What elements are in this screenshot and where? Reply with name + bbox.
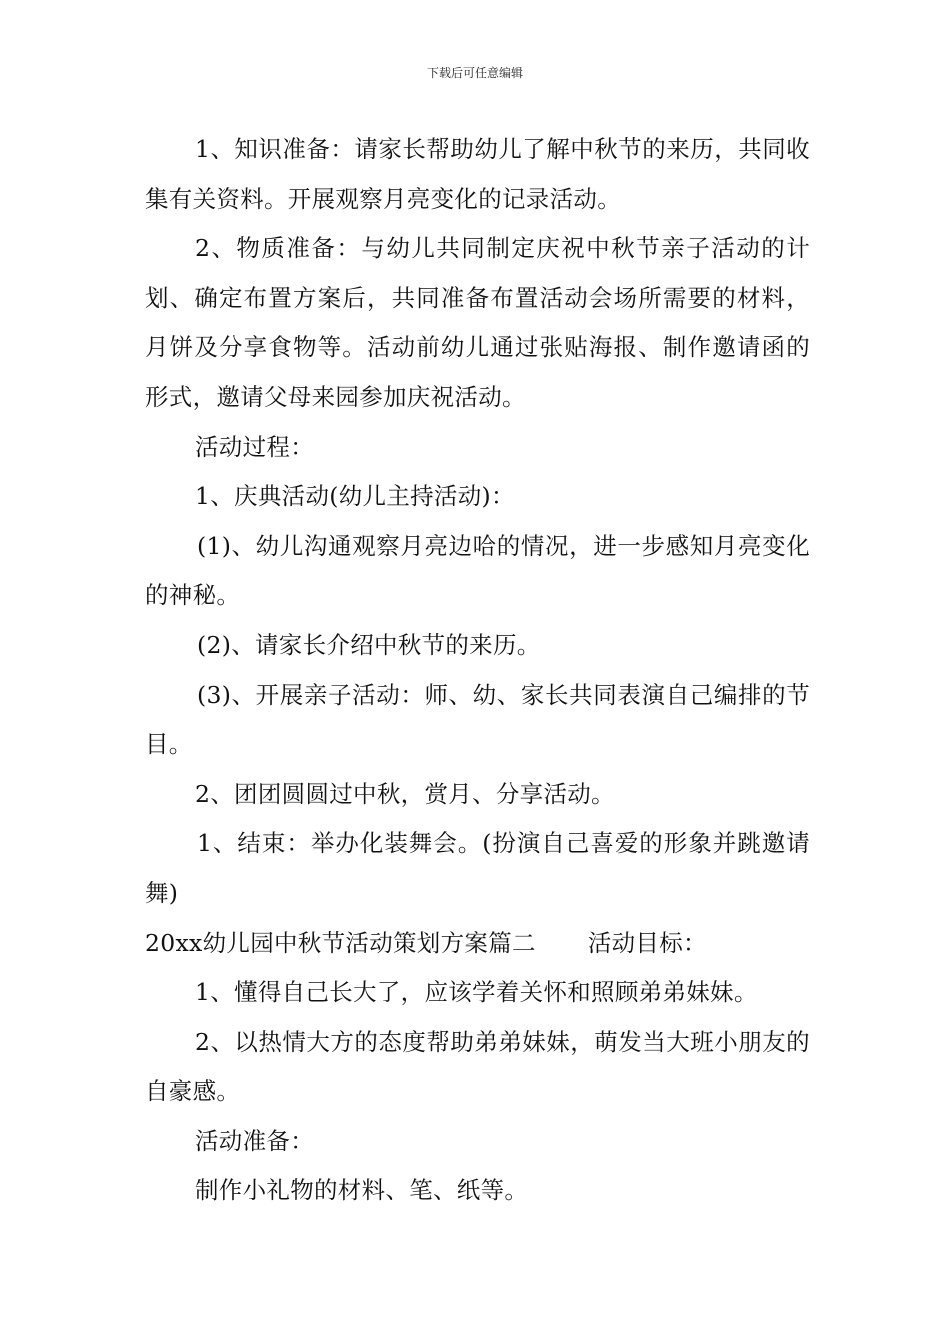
paragraph-moon-sharing: 2、团团圆圆过中秋，赏月、分享活动。	[195, 779, 615, 808]
paragraph-materials: 制作小礼物的材料、笔、纸等。	[195, 1176, 529, 1205]
paragraph-step-1: (1)、幼儿沟通观察月亮边哈的情况，进一步感知月亮变化的神秘。	[145, 531, 810, 610]
paragraph-knowledge-prep: 1、知识准备：请家长帮助幼儿了解中秋节的来历，共同收集有关资料。开展观察月亮变化的记录活动。	[145, 135, 810, 213]
paragraph-step-2: (2)、请家长介绍中秋节的来历。	[197, 630, 541, 659]
section-title: 20xx幼儿园中秋节活动策划方案篇二	[145, 928, 536, 957]
paragraph-goal-1: 1、懂得自己长大了，应该学着关怀和照顾弟弟妹妹。	[195, 978, 758, 1007]
paragraph-celebration: 1、庆典活动(幼儿主持活动)：	[195, 482, 515, 511]
paragraph-material-prep: 2、物质准备：与幼儿共同制定庆祝中秋节亲子活动的计划、确定布置方案后，共同准备布置活动会场所需要的材料，月饼及分享食物等。活动前幼儿通过张贴海报、制作邀请函的形式，邀请父母来园参加庆祝活动。	[145, 234, 810, 411]
heading-activity-process: 活动过程：	[195, 432, 314, 461]
heading-activity-prep: 活动准备：	[195, 1126, 314, 1155]
section-title-line	[145, 919, 810, 969]
page-header: 下载后可任意编辑	[426, 66, 523, 80]
document-body	[145, 125, 810, 1216]
paragraph-goal-2: 2、以热情大方的态度帮助弟弟妹妹，萌发当大班小朋友的自豪感。	[145, 1027, 810, 1106]
paragraph-step-3: (3)、开展亲子活动：师、幼、家长共同表演自己编排的节目。	[145, 680, 810, 759]
paragraph-ending: 1、结束：举办化装舞会。(扮演自己喜爱的形象并跳邀请舞)	[145, 829, 810, 907]
section-subtitle: 活动目标：	[587, 928, 707, 957]
